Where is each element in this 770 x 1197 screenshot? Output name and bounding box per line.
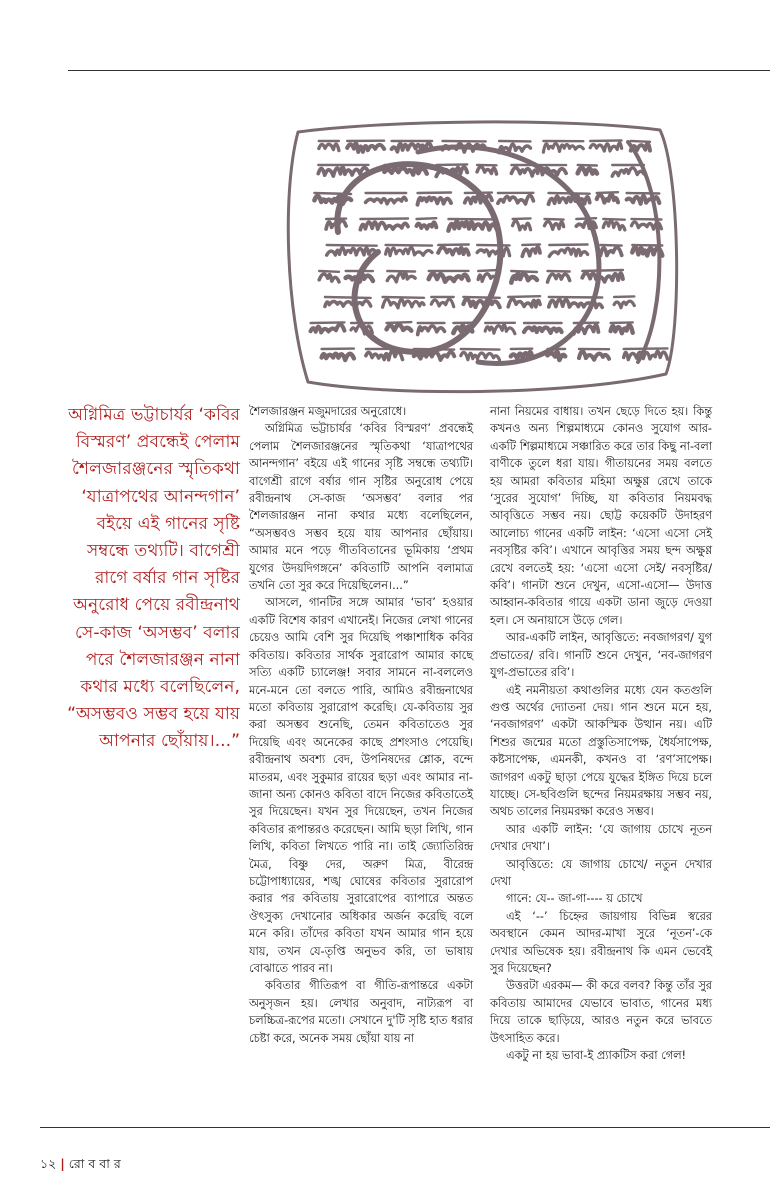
manuscript-stroke — [325, 301, 371, 307]
top-rule — [68, 70, 770, 71]
manuscript-stroke — [508, 296, 540, 297]
manuscript-stroke — [582, 270, 623, 271]
manuscript-stroke — [314, 196, 351, 204]
manuscript-stroke — [603, 221, 625, 230]
manuscript-stroke — [386, 247, 432, 255]
manuscript-stroke — [392, 143, 433, 152]
manuscript-stroke — [319, 274, 339, 282]
manuscript-stroke — [578, 165, 597, 166]
manuscript-stroke — [387, 271, 415, 272]
paragraph: আর একটি লাইন: ‘যে জাগায় চোখে নূতন দেখার দেখা’। — [490, 822, 712, 854]
manuscript-stroke — [511, 167, 566, 176]
manuscript-stroke — [325, 297, 371, 298]
pull-quote — [66, 402, 240, 756]
manuscript-stroke — [590, 143, 621, 151]
manuscript-stroke — [463, 297, 499, 298]
manuscript-stroke — [448, 222, 496, 231]
paragraph: অগ্নিমিত্র ভট্টাচার্যর ‘কবির বিস্মরণ’ প্রবন্ধেই পেলাম শৈলজারঞ্জনের স্মৃতিকথা ‘যাত্রাপথের আনন্দগান’ বইয়ে এই গানের সৃষ্টি সম্বন্ধে তথ্যটি। বাগেশ্রী রাগে বর্ষার গান সৃষ্টির অনুরোধ পেয়ে রবীন্দ্রনাথ সে-কাজ ‘অসম্ভব’ বলার পর শৈলজারঞ্জন নানা কথার মধ্যে বলেছিলেন, “অসম্ভবও সম্ভব হয়ে যায় আপনার ছোঁয়ায়। আমার মনে পড়ে গীতবিতানের ভূমিকায় ‘প্রথম যুগের উদয়দিগঙ্গনে’ কবিতাটি আপনি বলামাত্র তখনি তো সুর করে দিয়েছিলেন।...” — [249, 422, 473, 593]
manuscript-stroke — [347, 143, 384, 152]
manuscript-stroke — [319, 144, 339, 151]
manuscript-stroke — [624, 351, 668, 359]
manuscript-stroke — [611, 322, 633, 323]
manuscript-stroke — [360, 219, 408, 220]
paragraph: আসলে, গানটির সঙ্গে আমার ‘ভাব’ হওয়ার একটি বিশেষ কারণ এখানেই। নিজের লেখা গানের চেয়েও আমি বেশি সুর দিয়েছি পঞ্চাশাধিক কবির কবিতায়। কবিতার সার্থক সুরারোপ আমার কাছে সত্যি একটি চ্যালেঞ্জ! সবার সামনে না-বললেও মনে-মনে তো বলতে পারি, আমিও রবীন্দ্রনাথের মতো কবিতায় সুরারোপ করেছি। যে-কবিতায় সুর করা অসম্ভব শুনেছি, তেমন কবিতাতেও সুর দিয়েছি এবং অনেকের কাছে প্রশংসাও পেয়েছি। রবীন্দ্রনাথ অবশ্য বেদ, উপনিষদের শ্লোক, বন্দে মাতরম, এবং সুকুমার রায়ের ছড়া এবং আমার না-জানা অন্য কোনও কবিতা বাদে নিজের কবিতাতেই সুর দিয়েছেন। যখন সুর দিয়েছেন, তখন নিজের কবিতার রূপান্তরও করেছেন। আমি ছড়া লিখি, গান লিখি, কবিতা লিখতে পারি না। তাই জ্যোতিরিন্দ্র মৈত্র, বিষ্ণু দের, অরুণ মিত্র, বীরেন্দ্র চট্টোপাধ্যায়ের, শঙ্খ ঘোষের কবিতার সুরারোপ করার পর কবিতায় সুরারোপের ব্যাপারে অন্তত ঔৎসুক্য দেখানোর অধিকার অর্জন করেছি বলে মনে করি। তাঁদের কবিতা যখন আমার গান হয়ে যায়, তখন যে-তৃপ্তি অনুভব করি, তা ভাষায় বোঝাতে পারব না। — [249, 596, 473, 975]
manuscript-stroke — [387, 325, 412, 331]
manuscript-stroke — [524, 327, 562, 333]
manuscript-stroke — [418, 193, 452, 194]
manuscript-stroke — [614, 296, 634, 297]
manuscript-stroke — [311, 322, 345, 323]
manuscript-stroke — [549, 300, 602, 308]
manuscript-stroke — [597, 192, 618, 193]
manuscript-stroke — [485, 324, 515, 333]
paragraph: নানা নিয়মের বাধায়। তখন ছেড়ে দিতে হয়। কিন্তু কখনও অন্য শিল্পমাধ্যমে কোনও সুযোগ আর-একটি শিল্পমাধ্যমে সঞ্চারিত করে তার কিছু না-বলা বাণীকে তুলে ধরা যায়। গীতায়নের সময় বলতে হয় আমরা কবিতার মহিমা অক্ষুণ্ণ রেখে তাকে ‘সুরের সুযোগ’ দিচ্ছি, যা কবিতার নিয়মবদ্ধ আবৃত্তিতে সম্ভব নয়। ছোট্ট কয়েকটি উদাহরণ আলোচ্য গানের একটি লাইন: ‘এসো এসো সেই নবসৃষ্টির কবি’। এখানে আবৃত্তির সময় ছন্দ অক্ষুণ্ণ রেখে বলতেই হয়: ‘এসো এসো সেই/ নবসৃষ্টির/ কবি’। গানটা শুনে দেখুন, এসো-এসো— উদাত্ত আহ্বান-কবিতার গায়ে একটা ডানা জুড়ে দেওয়া হল। সে অনায়াসে উড়ে গেল। — [490, 405, 712, 627]
manuscript-stroke — [549, 245, 587, 246]
manuscript-stroke — [319, 271, 339, 272]
manuscript-stroke — [549, 193, 590, 194]
manuscript-stroke — [601, 247, 622, 255]
manuscript-stroke — [311, 324, 345, 332]
manuscript-stroke — [438, 245, 469, 246]
folio-separator: | — [60, 1156, 65, 1171]
manuscript-stroke — [611, 325, 633, 333]
manuscript-stroke — [429, 274, 469, 282]
manuscript-stroke — [318, 167, 368, 176]
manuscript-stroke — [417, 218, 437, 219]
manuscript-stroke — [383, 297, 424, 298]
manuscript-stroke — [418, 197, 452, 204]
manuscript-stroke — [601, 245, 622, 246]
manuscript-stroke — [522, 247, 540, 256]
manuscript-stroke — [384, 164, 426, 165]
manuscript-stroke — [590, 140, 621, 141]
manuscript-stroke — [322, 354, 354, 360]
manuscript-stroke — [414, 349, 454, 350]
manuscript-stroke — [511, 274, 537, 283]
paragraph: আবৃত্তিতে: যে জাগায় চোখে/ নতুন দেখার দেখা — [490, 857, 712, 888]
manuscript-stroke — [513, 218, 531, 219]
paragraph: একটু না হয় ভাবা-ই প্র্যাকটিস করা গেল! — [506, 1049, 687, 1063]
manuscript-stroke — [461, 352, 500, 360]
paragraph: কবিতার গীতিরূপ বা গীতি-রূপান্তরে একটা অনুসৃজন হয়। লেখার অনুবাদ, নাট্যরূপ বা চলচ্চিত্র-রূপের মতো। সেখানে দু'টি সৃষ্টি হাত ধরার চেষ্টা করে, অনেক সময় ছোঁয়া যায় না — [249, 979, 473, 1045]
manuscript-stroke — [582, 273, 623, 282]
manuscript-stroke — [548, 352, 566, 360]
manuscript-stroke — [579, 351, 609, 360]
manuscript-stroke — [418, 326, 445, 335]
paragraph: এই ‘--’ চিহ্নের জায়গায় বিভিন্ন স্বরের অবস্থানে কেমন আদর-মাখা সুরে ‘নূতন’-কে দেখার অভিষেক হয়। রবীন্দ্রনাথ কি এমন ভেবেই সুর দিয়েছেন? — [490, 909, 712, 975]
paragraph: গানে: যে-- জা-গা---- য় চোখে — [506, 892, 643, 906]
manuscript-stroke — [327, 245, 377, 246]
manuscript-stroke — [288, 122, 676, 392]
manuscript-stroke — [360, 222, 408, 230]
manuscript-stroke — [383, 299, 424, 308]
manuscript-stroke — [632, 219, 662, 220]
manuscript-stroke — [603, 219, 625, 220]
manuscript-stroke — [461, 349, 500, 350]
manuscript-stroke — [387, 273, 415, 282]
manuscript-stroke — [386, 245, 432, 246]
article-column-1 — [249, 403, 473, 1047]
paragraph: আর-একটি লাইন, আবৃত্তিতে: নবজাগরণ/ যুগ প্রভাতের/ রবি। গানটি শুনে দেখুন, ‘নব-জাগরণ যুগ-প্রভাতের রবি’। — [490, 631, 712, 680]
manuscript-stroke — [614, 301, 634, 308]
manuscript-stroke — [549, 195, 590, 204]
manuscript-stroke — [511, 352, 532, 358]
manuscript-stroke — [477, 167, 496, 174]
article-column-2 — [490, 403, 712, 1064]
manuscript-stroke — [548, 271, 570, 272]
manuscript-stroke — [543, 144, 583, 153]
manuscript-image — [268, 112, 688, 404]
manuscript-stroke — [513, 221, 531, 230]
manuscript-stroke — [384, 168, 426, 175]
manuscript-stroke — [498, 195, 534, 203]
bottom-rule — [40, 1127, 770, 1128]
manuscript-stroke — [463, 299, 499, 307]
manuscript-stroke — [387, 322, 412, 323]
manuscript-stroke — [366, 197, 407, 203]
manuscript-stroke — [508, 299, 540, 307]
manuscript-stroke — [597, 194, 618, 202]
manuscript-stroke — [578, 168, 597, 174]
manuscript-stroke — [436, 164, 467, 165]
page-number: ১২ — [40, 1156, 57, 1171]
folio — [40, 1156, 121, 1176]
manuscript-stroke — [511, 271, 537, 272]
manuscript-stroke — [499, 144, 530, 153]
manuscript-stroke — [327, 248, 377, 255]
manuscript-stroke — [632, 245, 662, 246]
manuscript-stroke — [624, 348, 668, 349]
magazine-name: রো ব বা র — [68, 1156, 121, 1171]
manuscript-stroke — [438, 247, 469, 254]
pull-quote-text: অগ্নিমিত্র ভট্টাচার্যর ‘কবির বিস্মরণ’ প্রবন্ধেই পেলাম শৈলজারঞ্জনের স্মৃতিকথা ‘যাত্রাপথের আনন্দগান’ বইয়ে এই গানের সৃষ্টি সম্বন্ধে তথ্যটি। বাগেশ্রী রাগে বর্ষার গান সৃষ্টির অনুরোধ পেয়ে রবীন্দ্রনাথ সে-কাজ ‘অসম্ভব’ বলার পরে শৈলজারঞ্জন নানা কথার মধ্যে বলেছিলেন, “অসম্ভবও সম্ভব হয়ে যায় আপনার ছোঁয়ায়।...” — [67, 405, 240, 752]
manuscript-stroke — [576, 218, 596, 219]
paragraph: এই নমনীয়তা কথাগুলির মধ্যে যেন কতগুলি গুপ্ত অর্থের দ্যোতনা দেয়। গান শুনে মনে হয়, ‘নবজাগরণ’ একটা আকস্মিক উত্থান নয়। এটি শিশুর জন্মের মতো প্রস্তুতিসাপেক্ষ, ধৈর্যসাপেক্ষ, কষ্টসাপেক্ষ, এমনকী, কখনও বা ‘রণ’সাপেক্ষ। জাগরণ একটু ছাড়া পেয়ে যুদ্ধের ইঙ্গিত দিয়ে চলে যাচ্ছে। সে-ছবিগুলি ছন্দের নিয়মরক্ষায় সম্ভব নয়, অথচ তালের নিয়মরক্ষা করেও সম্ভব। — [490, 683, 712, 819]
manuscript-stroke — [612, 168, 644, 176]
manuscript-stroke — [545, 219, 564, 220]
manuscript-stroke — [522, 244, 540, 245]
manuscript-stroke — [366, 351, 403, 360]
manuscript-stroke — [549, 297, 602, 298]
manuscript-stroke — [478, 270, 497, 271]
manuscript-stroke — [314, 193, 351, 194]
manuscript-stroke — [631, 141, 650, 142]
manuscript-stroke — [548, 274, 570, 282]
manuscript-stroke — [549, 248, 587, 256]
manuscript-stroke — [417, 222, 437, 228]
manuscript-stroke — [545, 221, 564, 229]
manuscript-stroke — [346, 274, 373, 281]
paragraph: উত্তরটা এরকম— কী করে বলব? কিন্তু তাঁর সুর কবিতায় আমাদের যেভাবে ভাবাত, গানের মধ্য দিয়ে তাকে ছাড়িয়ে, আরও নতুন করে ভাবতে উৎসাহিত করে। — [490, 979, 712, 1045]
paragraph: শৈলজারঞ্জন মজুমদারের অনুরোধে। — [249, 405, 407, 418]
manuscript-stroke — [627, 193, 660, 194]
manuscript-stroke — [477, 248, 509, 256]
manuscript-stroke — [431, 299, 453, 307]
